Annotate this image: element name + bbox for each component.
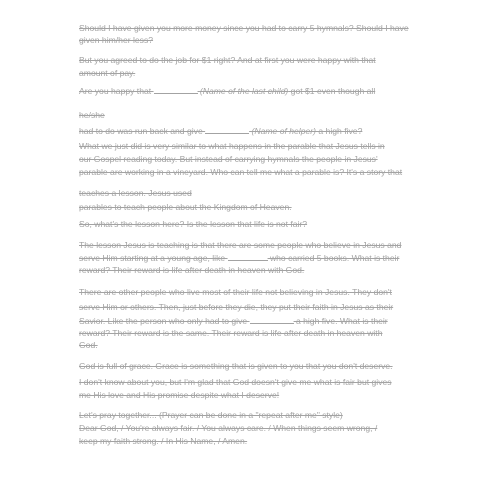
text-segment: Are you happy that — [79, 86, 154, 96]
text-line: parable are working in a vineyard. Who can tell me what a parable is? It's a story that — [79, 167, 403, 177]
text-line: reward? Their reward is life after death in heaven with God. — [79, 265, 305, 275]
text-line: serve Him or others. Then, just before they die, they put their faith in Jesus as their — [79, 302, 394, 312]
text-line: But you agreed to do the job for $1 right? And at first you were happy with that — [79, 55, 376, 65]
fill-in-blank — [250, 315, 294, 324]
text-line: me His love and His promise despite what I deserve! — [79, 390, 280, 400]
text-line: I don't know about you, but I'm glad that God doesn't give me what is fair but gives — [79, 377, 392, 387]
placeholder-note: (Name of the last child) — [199, 86, 289, 96]
text-segment: got $1 even though all — [288, 86, 376, 96]
text-line — [79, 125, 362, 137]
text-line: keep my faith strong. / In His Name, / Amen. — [79, 436, 248, 446]
text-line: he/she — [79, 110, 105, 120]
text-line — [79, 252, 399, 264]
text-line: God is full of grace. Grace is something that is given to you that you don't deserve. — [79, 361, 393, 371]
text-line: What we just did is very similar to what happens in the parable that Jesus tells in — [79, 141, 385, 151]
text-segment: a high five. What is their — [293, 316, 388, 326]
fill-in-blank — [205, 125, 249, 134]
placeholder-note: (Name of helper) — [251, 126, 316, 136]
text-line: Should I have given you more money since you had to carry 5 hymnals? Should I have — [79, 23, 409, 33]
text-segment: serve Him starting at a young age, like — [79, 253, 228, 263]
text-line: amount of pay. — [79, 68, 136, 78]
text-line: Let's pray together... (Prayer can be done in a "repeat after me" style) — [79, 410, 343, 420]
fill-in-blank — [154, 85, 198, 94]
text-line: teaches a lesson. Jesus used — [79, 188, 192, 198]
text-line: The lesson Jesus is teaching is that there are some people who believe in Jesus and — [79, 240, 402, 250]
text-segment: who carried 5 books. What is their — [267, 253, 400, 263]
text-line: our Gospel reading today. But instead of carrying hymnals the people in Jesus' — [79, 154, 378, 164]
text-line: So, what's the lesson here? Is the lesson that life is not fair? — [79, 219, 308, 229]
text-line: reward? Their reward is the same. Their reward is life after death in heaven with — [79, 328, 383, 338]
fill-in-blank — [228, 252, 268, 261]
text-line: God. — [79, 340, 98, 350]
text-line: There are other people who live most of their life not believing in Jesus. They don't — [79, 287, 392, 297]
text-segment: Savior. Like the person who only had to give — [79, 316, 250, 326]
text-line: Dear God, / You're always fair. / You always care. / When things seem wrong, / — [79, 423, 378, 433]
text-segment: had to do was run back and give — [79, 126, 206, 136]
text-line — [79, 85, 375, 97]
text-line: parables to teach people about the Kingdom of Heaven. — [79, 202, 292, 212]
text-segment: a high five? — [316, 126, 363, 136]
text-line: given him/her less? — [79, 35, 154, 45]
text-line — [79, 315, 388, 327]
